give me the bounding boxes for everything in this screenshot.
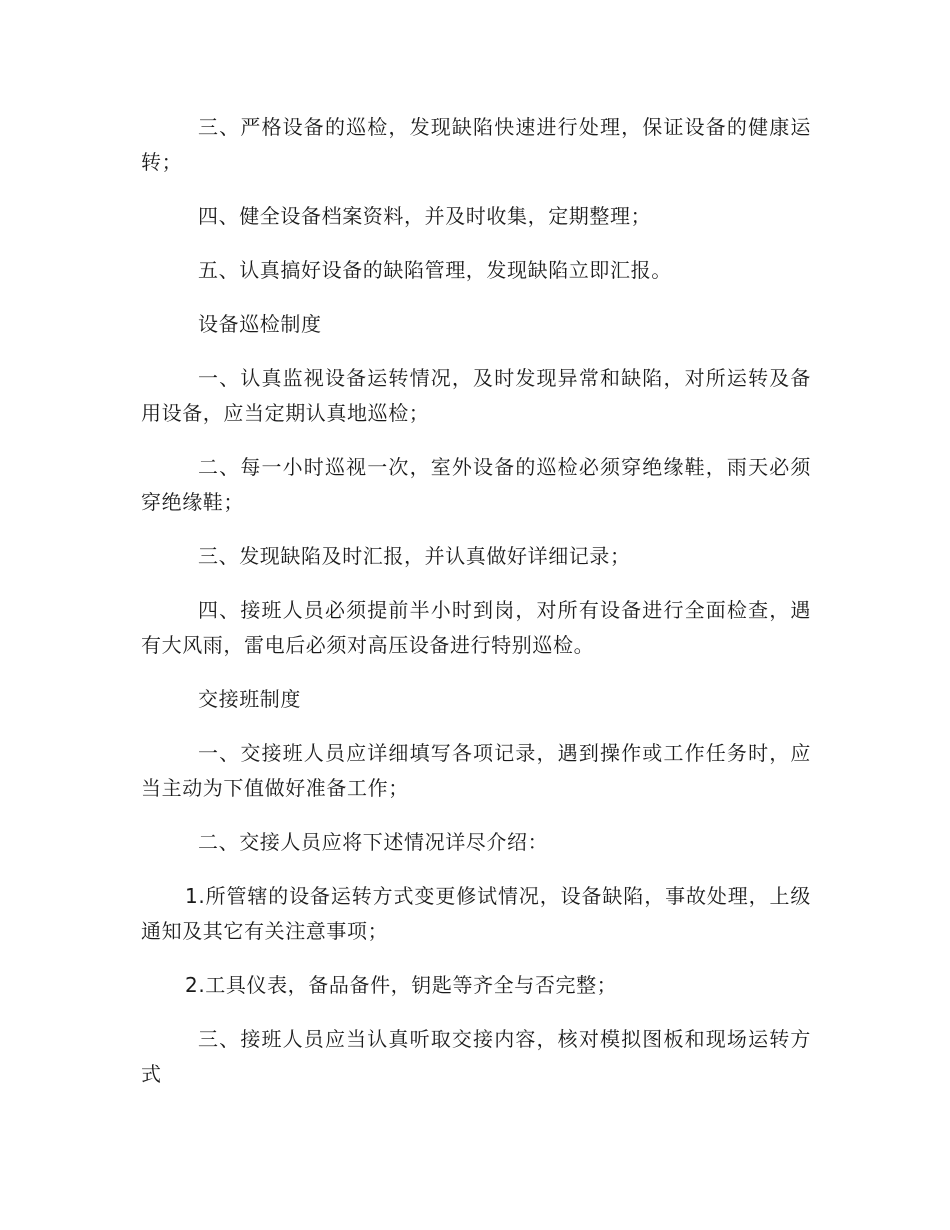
- paragraph-handover-2: 二、交接人员应将下述情况详尽介绍：: [198, 830, 549, 854]
- paragraph-inspection-4: 四、接班人员必须提前半小时到岗，对所有设备进行全面检查，遇有大风雨，雷电后必须对高压设备进行特别巡检。: [141, 598, 811, 657]
- paragraph-handover-3: 三、接班人员应当认真听取交接内容，核对模拟图板和现场运转方式: [141, 1027, 811, 1086]
- section-heading-inspection: 设备巡检制度: [198, 312, 322, 336]
- paragraph-handover-1: 一、交接班人员应详细填写各项记录，遇到操作或工作任务时，应当主动为下值做好准备工作；: [141, 741, 811, 800]
- document-body: [141, 110, 811, 1111]
- paragraph-inspection-2: 二、每一小时巡视一次，室外设备的巡检必须穿绝缘鞋，雨天必须穿绝缘鞋；: [141, 455, 811, 514]
- paragraph-defect-rule-5: 五、认真搞好设备的缺陷管理，发现缺陷立即汇报。: [198, 258, 672, 282]
- list-item-handover-2: 2.工具仪表，备品备件，钥匙等齐全与否完整；: [185, 973, 618, 997]
- paragraph-inspection-1: 一、认真监视设备运转情况，及时发现异常和缺陷，对所运转及备用设备，应当定期认真地巡检；: [141, 366, 811, 425]
- paragraph-inspection-rule-3: 三、严格设备的巡检，发现缺陷快速进行处理，保证设备的健康运转；: [141, 115, 811, 174]
- paragraph-archive-rule-4: 四、健全设备档案资料，并及时收集，定期整理；: [198, 204, 652, 228]
- list-item-handover-1: 1.所管辖的设备运转方式变更修试情况，设备缺陷，事故处理，上级通知及其它有关注意事项；: [141, 884, 811, 943]
- paragraph-inspection-3: 三、发现缺陷及时汇报，并认真做好详细记录；: [198, 544, 631, 568]
- section-heading-shift-handover: 交接班制度: [198, 687, 301, 711]
